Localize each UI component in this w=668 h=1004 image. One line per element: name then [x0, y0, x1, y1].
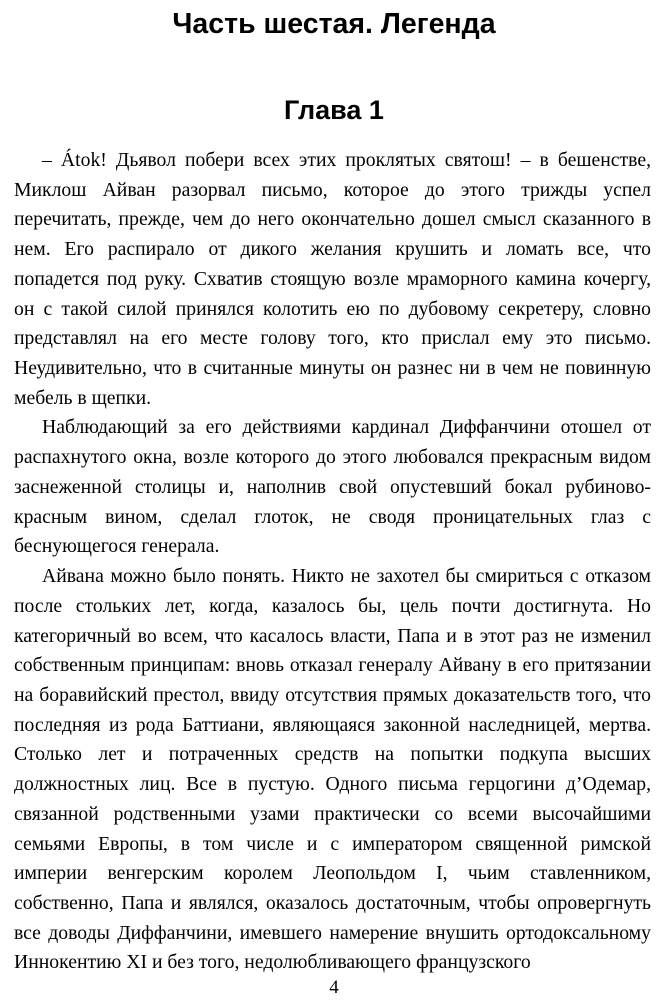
chapter-title: Глава 1: [284, 95, 384, 125]
part-title: Часть шестая. Легенда: [172, 8, 496, 40]
paragraph: Наблюдающий за его действиями кардинал Диффанчини отошел от распахнутого окна, возле которого до этого любовался прекрасным видом заснеженной столицы и, наполнив свой опустевший бокал рубиново-красным вином, сделал глоток, не сводя проницательных глаз с беснующегося генерала.: [14, 416, 651, 558]
paragraph: – Átok! Дьявол побери всех этих проклятых святош! – в бешенстве, Миклош Айван разорвал письмо, которое до этого трижды успел перечитать, прежде, чем до него окончательно дошел смысл сказанного в нем. Его распирало от дикого желания крушить и ломать все, что попадется под руку. Схватив стоящую возле мраморного камина кочергу, он с такой силой принялся колотить ею по дубовому секретеру, словно представлял на его месте голову того, кто прислал ему это письмо. Неудивительно, что в считанные минуты он разнес ни в чем не повинную мебель в щепки.: [14, 149, 651, 409]
chapter-body: [14, 146, 651, 978]
page-number: 4: [329, 977, 339, 998]
paragraph: Айвана можно было понять. Никто не захотел бы смириться с отказом после стольких лет, когда, казалось бы, цель почти достигнута. Но категоричный во всем, что касалось власти, Папа и в этот раз не изменил собственным принципам: вновь отказал генералу Айвану в его притязании на боравийский престол, ввиду отсутствия прямых доказательств того, что последняя из рода Баттиани, являющаяся законной наследницей, мертва. Столько лет и потраченных средств на попытки подкупа высших должностных лиц. Все в пустую. Одного письма герцогини д’Одемар, связанной родственными узами практически со всеми высочайшими семьями Европы, в том числе и с императором священной римской империи венгерским королем Леопольдом I, чьим ставленником, собственно, Папа и являлся, оказалось достаточным, чтобы опровергнуть все доводы Диффанчини, имевшего намерение внушить ортодоксальному Иннокентию XI и без того, недолюбливающего французского: [14, 565, 651, 974]
